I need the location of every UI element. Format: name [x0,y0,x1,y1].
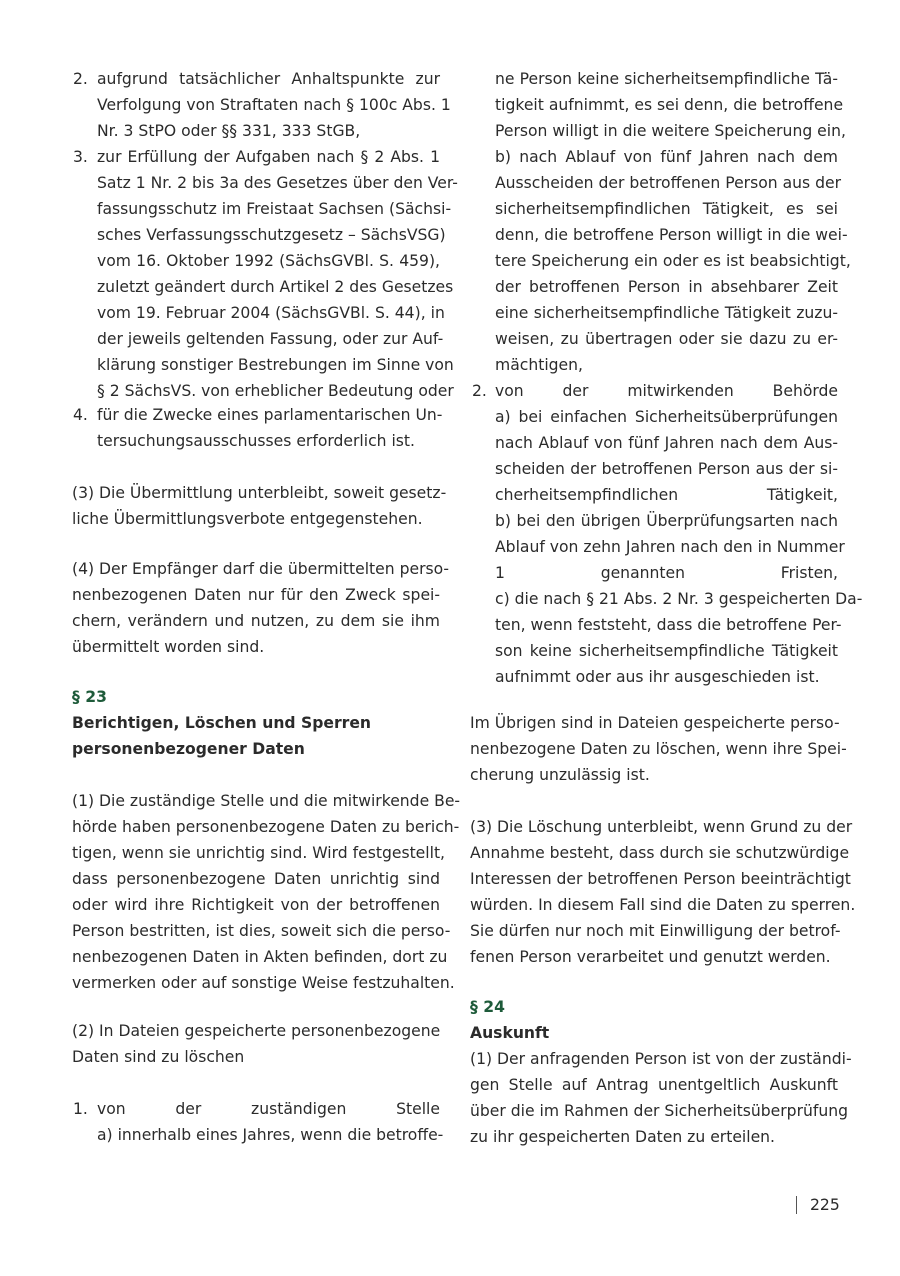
section-23-paragraph-3: würden. In diesem Fall sind die Daten zu sperren. [470,896,856,914]
paragraph-3: (3) Die Übermittlung unterbleibt, soweit gesetz- [72,484,447,502]
section-23-item-2-line: aufnimmt oder aus ihr ausgeschieden ist. [495,668,820,686]
section-23-item-1-line: a) innerhalb eines Jahres, wenn die betroffe- [97,1126,444,1144]
section-23-item-1-continued: weisen, zu übertragen oder sie dazu zu er- [495,330,838,348]
section-23-paragraph-3: (3) Die Löschung unterbleibt, wenn Grund zu der [470,818,853,836]
section-24-title: Auskunft [470,1024,550,1042]
section-23-paragraph-3: Sie dürfen nur noch mit Einwilligung der betrof- [470,922,841,940]
section-23-item-2-line: b) bei den übrigen Überprüfungsarten nach [495,512,838,530]
list-item-3-line: der jeweils geltenden Fassung, oder zur Auf- [97,330,444,348]
section-23-paragraph-1: tigen, wenn sie unrichtig sind. Wird festgestellt, [72,844,446,862]
paragraph-4: nenbezogenen Daten nur für den Zweck spei- [72,586,440,604]
list-item-3-line: sches Verfassungsschutzgesetz – SächsVSG) [97,226,446,244]
section-23-item-2-line: Ablauf von zehn Jahren nach den in Nummer [495,538,845,556]
section-24-paragraph-1: über die im Rahmen der Sicherheitsüberprüfung [470,1102,849,1120]
section-23-item-1-continued: tere Speicherung ein oder es ist beabsichtigt, [495,252,851,270]
section-23-paragraph-1: (1) Die zuständige Stelle und die mitwirkende Be- [72,792,461,810]
section-23-paragraph-3: Interessen der betroffenen Person beeinträchtigt [470,870,851,888]
section-23-item-1-continued: ne Person keine sicherheitsempfindliche Tä- [495,70,838,88]
section-23-item-2-line: son keine sicherheitsempfindliche Tätigkeit [495,642,838,660]
list-item-2-number: 2. [73,70,88,88]
section-24-number: § 24 [470,998,505,1016]
section-24-paragraph-1: zu ihr gespeicherten Daten zu erteilen. [470,1128,776,1146]
section-23-title: Berichtigen, Löschen und Sperren [72,714,372,732]
section-23-paragraph-rest: nenbezogene Daten zu löschen, wenn ihre Spei- [470,740,847,758]
section-23-paragraph-2: Daten sind zu löschen [72,1048,245,1066]
list-item-2-line: Nr. 3 StPO oder §§ 331, 333 StGB, [97,122,361,140]
section-23-item-1-continued: Ausscheiden der betroffenen Person aus der [495,174,842,192]
section-23-paragraph-3: fenen Person verarbeitet und genutzt werden. [470,948,831,966]
section-23-item-1-continued: eine sicherheitsempfindliche Tätigkeit zuzu- [495,304,838,322]
section-23-item-1-continued: Person willigt in die weitere Speicherung ein, [495,122,846,140]
section-24-paragraph-1: (1) Der anfragenden Person ist von der zuständi- [470,1050,852,1068]
section-23-paragraph-1: nenbezogenen Daten in Akten befinden, dort zu [72,948,448,966]
section-23-paragraph-1: vermerken oder auf sonstige Weise festzuhalten. [72,974,455,992]
list-item-3-number: 3. [73,148,88,166]
section-23-paragraph-1: oder wird ihre Richtigkeit von der betroffenen [72,896,440,914]
paragraph-4: chern, verändern und nutzen, zu dem sie ihm [72,612,440,630]
list-item-4-number: 4. [73,406,88,424]
section-24-paragraph-1: gen Stelle auf Antrag unentgeltlich Auskunft [470,1076,838,1094]
list-item-3-line: § 2 SächsVS. von erheblicher Bedeutung oder [97,382,454,400]
list-item-3-line: zur Erfüllung der Aufgaben nach § 2 Abs. 1 [97,148,440,166]
page-number: 225 [810,1196,840,1214]
section-23-paragraph-2: (2) In Dateien gespeicherte personenbezogene [72,1022,441,1040]
section-23-paragraph-3: Annahme besteht, dass durch sie schutzwürdige [470,844,850,862]
list-item-2-line: aufgrund tatsächlicher Anhaltspunkte zur [97,70,440,88]
section-23-item-1-continued: b) nach Ablauf von fünf Jahren nach dem [495,148,838,166]
section-23-item-2-line: cherheitsempfindlichen Tätigkeit, [495,486,838,504]
list-item-3-line: zuletzt geändert durch Artikel 2 des Gesetzes [97,278,454,296]
section-23-item-2-line: scheiden der betroffenen Person aus der si- [495,460,838,478]
section-23-number: § 23 [72,688,107,706]
section-23-item-2-line: nach Ablauf von fünf Jahren nach dem Aus- [495,434,838,452]
section-23-item-2-line: c) die nach § 21 Abs. 2 Nr. 3 gespeicherten Da- [495,590,863,608]
list-item-3-line: fassungsschutz im Freistaat Sachsen (Sächsi- [97,200,452,218]
section-23-item-2-number: 2. [472,382,487,400]
page-number-divider [796,1196,797,1214]
section-23-item-2-line: a) bei einfachen Sicherheitsüberprüfungen [495,408,838,426]
section-23-item-2-line: von der mitwirkenden Behörde [495,382,838,400]
paragraph-4: (4) Der Empfänger darf die übermittelten perso- [72,560,450,578]
list-item-3-line: Satz 1 Nr. 2 bis 3a des Gesetzes über den Ver- [97,174,458,192]
section-23-item-2-line: 1 genannten Fristen, [495,564,838,582]
section-23-item-1-continued: der betroffenen Person in absehbarer Zeit [495,278,838,296]
section-23-item-1-continued: tigkeit aufnimmt, es sei denn, die betroffene [495,96,844,114]
list-item-3-line: vom 16. Oktober 1992 (SächsGVBl. S. 459), [97,252,440,270]
section-23-item-2-line: ten, wenn feststeht, dass die betroffene Per- [495,616,842,634]
section-23-item-1-continued: denn, die betroffene Person willigt in die wei- [495,226,848,244]
section-23-item-1-continued: mächtigen, [495,356,583,374]
paragraph-3: liche Übermittlungsverbote entgegenstehen. [72,510,423,528]
paragraph-4: übermittelt worden sind. [72,638,265,656]
section-23-paragraph-1: Person bestritten, ist dies, soweit sich die perso- [72,922,451,940]
list-item-3-line: klärung sonstiger Bestrebungen im Sinne von [97,356,454,374]
section-23-paragraph-1: dass personenbezogene Daten unrichtig sind [72,870,440,888]
section-23-item-1-line: von der zuständigen Stelle [97,1100,440,1118]
section-23-title: personenbezogener Daten [72,740,305,758]
section-23-paragraph-rest: Im Übrigen sind in Dateien gespeicherte perso- [470,714,840,732]
section-23-paragraph-rest: cherung unzulässig ist. [470,766,650,784]
list-item-4-line: für die Zwecke eines parlamentarischen Un- [97,406,443,424]
list-item-2-line: Verfolgung von Straftaten nach § 100c Abs. 1 [97,96,451,114]
section-23-paragraph-1: hörde haben personenbezogene Daten zu berich- [72,818,460,836]
section-23-item-1-number: 1. [73,1100,88,1118]
section-23-item-1-continued: sicherheitsempfindlichen Tätigkeit, es sei [495,200,838,218]
list-item-4-line: tersuchungsausschusses erforderlich ist. [97,432,416,450]
list-item-3-line: vom 19. Februar 2004 (SächsGVBl. S. 44), in [97,304,445,322]
